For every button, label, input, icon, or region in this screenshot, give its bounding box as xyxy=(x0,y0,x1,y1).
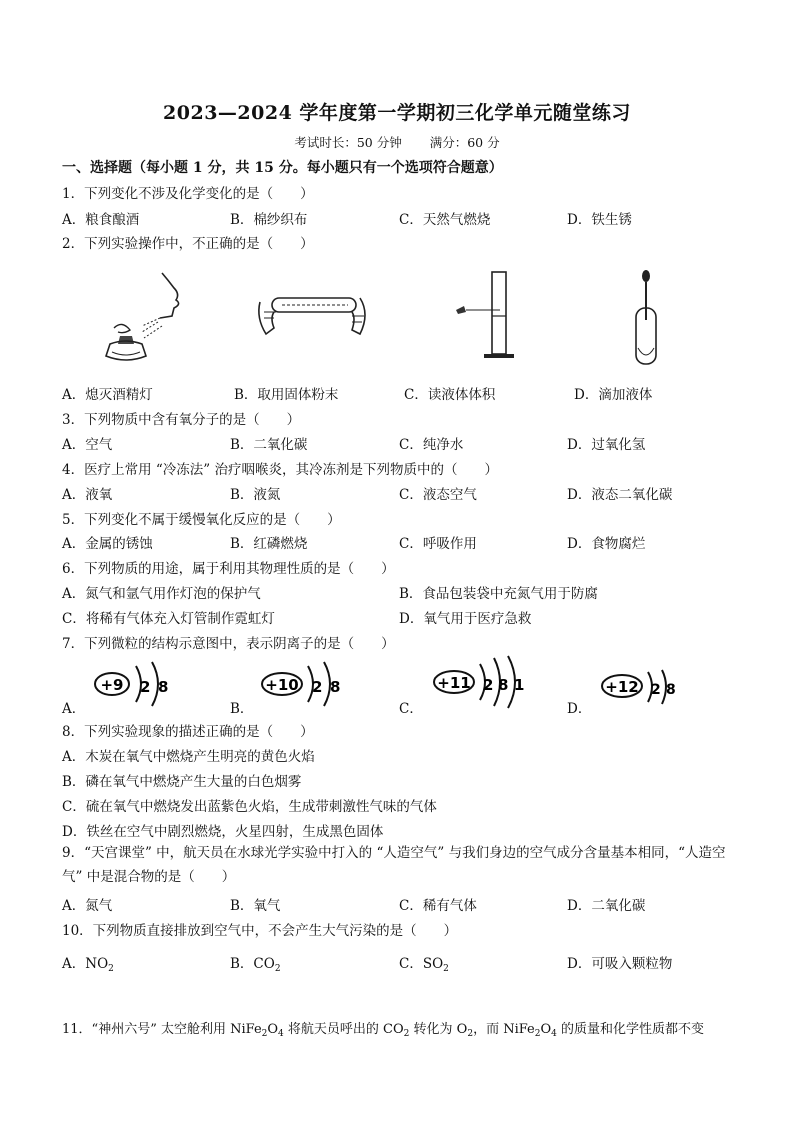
question-7-stem: 7．下列微粒的结构示意图中，表示阴离子的是（ ） xyxy=(62,636,395,652)
ion-diagram-d xyxy=(596,652,696,712)
option-a: A．粮食酿酒 xyxy=(62,212,140,228)
option-c: C．读液体体积 xyxy=(404,387,496,403)
question-8-stem: 8．下列实验现象的描述正确的是（ ） xyxy=(62,724,314,740)
option-a: A．木炭在氧气中燃烧产生明亮的黄色火焰 xyxy=(62,749,315,765)
dropper-test-tube-figure xyxy=(622,268,662,373)
option-d: D．二氧化碳 xyxy=(567,898,646,914)
option-c: C．稀有气体 xyxy=(399,898,477,914)
question-1-stem: 1．下列变化不涉及化学变化的是（ ） xyxy=(62,186,314,202)
option-d: D．食物腐烂 xyxy=(567,536,646,552)
option-a: A． xyxy=(62,701,86,717)
option-c: C．天然气燃烧 xyxy=(399,212,491,228)
option-d: D． xyxy=(567,701,592,717)
svg-text:8: 8 xyxy=(498,676,509,694)
exam-time: 考试时长：50 分钟 xyxy=(294,135,402,150)
section-heading: 一、选择题（每小题 1 分，共 15 分。每小题只有一个选项符合题意） xyxy=(62,160,503,176)
option-a: A．氮气和氩气用作灯泡的保护气 xyxy=(62,586,261,602)
option-b: B．液氮 xyxy=(230,487,281,503)
option-c: C．$SO_2$ xyxy=(399,956,449,974)
alcohol-lamp-figure xyxy=(102,268,212,368)
option-c: C．将稀有气体充入灯管制作霓虹灯 xyxy=(62,611,275,627)
svg-text:2: 2 xyxy=(483,676,494,694)
option-d: D．铁丝在空气中剧烈燃烧，火星四射，生成黑色固体 xyxy=(62,824,384,840)
exam-score: 满分：60 分 xyxy=(429,135,500,150)
question-5-stem: 5．下列变化不属于缓慢氧化反应的是（ ） xyxy=(62,512,341,528)
svg-text:8: 8 xyxy=(666,682,676,698)
option-c: C． xyxy=(399,701,423,717)
option-a: A．熄灭酒精灯 xyxy=(62,387,153,403)
nucleus-label: +10 xyxy=(265,676,299,694)
question-7-diagrams xyxy=(62,652,742,717)
page-title: 2023—2024 学年度第一学期初三化学单元随堂练习 xyxy=(163,102,631,124)
option-c: C．液态空气 xyxy=(399,487,477,503)
exam-info xyxy=(0,133,794,151)
svg-text:8: 8 xyxy=(330,678,341,696)
nucleus-label: +12 xyxy=(605,678,639,696)
option-b: B．氧气 xyxy=(230,898,281,914)
option-b: B．磷在氧气中燃烧产生大量的白色烟雾 xyxy=(62,774,302,790)
option-b: B．红磷燃烧 xyxy=(230,536,308,552)
ion-diagram-b xyxy=(258,652,358,712)
test-tube-powder-figure xyxy=(252,268,372,348)
nucleus-label: +11 xyxy=(437,674,471,692)
option-a: A．空气 xyxy=(62,437,113,453)
svg-text:8: 8 xyxy=(158,678,169,696)
option-b: B．$CO_2$ xyxy=(230,956,281,974)
question-2-stem: 2．下列实验操作中，不正确的是（ ） xyxy=(62,236,314,252)
svg-text:2: 2 xyxy=(651,682,661,698)
option-b: B．食品包装袋中充氮气用于防腐 xyxy=(399,586,598,602)
option-c: C．纯净水 xyxy=(399,437,464,453)
option-b: B． xyxy=(230,701,254,717)
option-d: D．过氧化氢 xyxy=(567,437,646,453)
graduated-cylinder-figure xyxy=(452,268,532,368)
question-10-stem: 10．下列物质直接排放到空气中，不会产生大气污染的是（ ） xyxy=(62,923,458,939)
ion-diagram-a xyxy=(90,652,190,712)
question-3-stem: 3．下列物质中含有氧分子的是（ ） xyxy=(62,412,301,428)
question-4-stem: 4．医疗上常用 “冷冻法” 治疗咽喉炎，其冷冻剂是下列物质中的（ ） xyxy=(62,462,498,478)
svg-text:1: 1 xyxy=(514,676,525,694)
option-d: D．滴加液体 xyxy=(574,387,653,403)
option-a: A．液氧 xyxy=(62,487,113,503)
question-2-figures xyxy=(62,268,742,380)
option-d: D．液态二氧化碳 xyxy=(567,487,673,503)
question-6-stem: 6．下列物质的用途，属于利用其物理性质的是（ ） xyxy=(62,561,395,577)
option-c: C．呼吸作用 xyxy=(399,536,477,552)
option-b: B．二氧化碳 xyxy=(230,437,308,453)
option-b: B．棉纱织布 xyxy=(230,212,308,228)
option-a: A．金属的锈蚀 xyxy=(62,536,153,552)
option-a: A．$NO_2$ xyxy=(62,956,114,974)
nucleus-label: +9 xyxy=(100,676,124,694)
option-c: C．硫在氧气中燃烧发出蓝紫色火焰，生成带刺激性气味的气体 xyxy=(62,799,437,815)
option-a: A．氮气 xyxy=(62,898,113,914)
svg-text:2: 2 xyxy=(140,678,151,696)
option-d: D．氧气用于医疗急救 xyxy=(399,611,532,627)
question-11-stem: 11．“神州六号” 太空舱利用 $NiFe_2O_4$ 将航天员呼出的 $CO_2$ 转化为 $O_2$，而 $NiFe_2O_4$ 的质量和化学性质都不变 xyxy=(62,1022,705,1039)
ion-diagram-c xyxy=(430,652,540,712)
question-9-stem: 9．“天宫课堂” 中，航天员在水球光学实验中打入的 “人造空气” 与我们身边的空气成分含量基本相同，“人造空气” 中是混合物的是（ ） xyxy=(62,845,726,885)
option-d: D．可吸入颗粒物 xyxy=(567,956,673,972)
svg-text:2: 2 xyxy=(312,678,323,696)
option-d: D．铁生锈 xyxy=(567,212,632,228)
option-b: B．取用固体粉末 xyxy=(234,387,339,403)
